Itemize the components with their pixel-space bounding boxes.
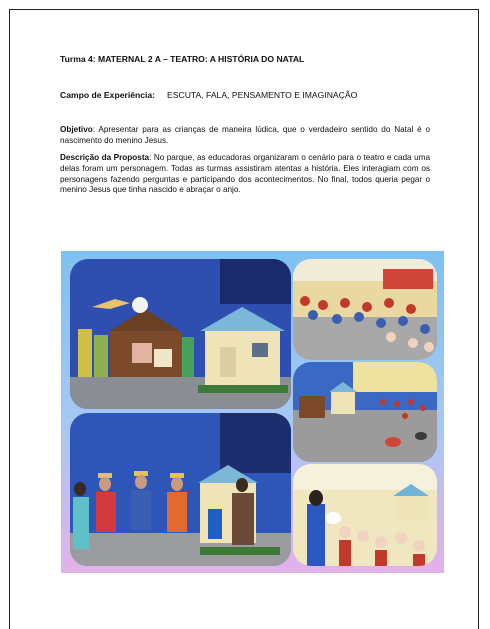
experience-field-value: ESCUTA, FALA, PENSAMENTO E IMAGINAÇÃO <box>167 89 358 100</box>
description-paragraph <box>60 153 430 195</box>
experience-field-label: Campo de Experiência: <box>60 89 156 100</box>
photo-educators-costumes <box>70 413 291 566</box>
photo-children-audience <box>293 259 437 360</box>
photo-children-baby-jesus <box>293 464 437 566</box>
document-title: Turma 4: MATERNAL 2 A – TEATRO: A HISTÓRIA DO NATAL <box>60 54 305 64</box>
objective-label: Objetivo <box>60 125 93 135</box>
objective-paragraph <box>60 125 430 146</box>
photo-play-area <box>293 362 437 462</box>
photo-nativity-scene <box>70 259 291 409</box>
description-text: : No parque, as educadoras organizaram o cenário para o teatro e cada uma delas foram um personagem. Todas as turmas assistiram atentas a história. Eles interagiam com os personagens fazendo perguntas e participando dos acontecimentos. No final, todos queria pegar o menino Jesus que tinha nascido e abraçar o anjo. <box>60 153 430 195</box>
experience-field <box>60 90 430 101</box>
photo-collage <box>61 251 444 573</box>
objective-text: : Apresentar para as crianças de maneira lúdica, que o verdadeiro sentido do Natal é o nascimento do menino Jesus. <box>60 125 430 145</box>
description-label: Descrição da Proposta <box>60 153 150 163</box>
document-body <box>60 54 430 196</box>
